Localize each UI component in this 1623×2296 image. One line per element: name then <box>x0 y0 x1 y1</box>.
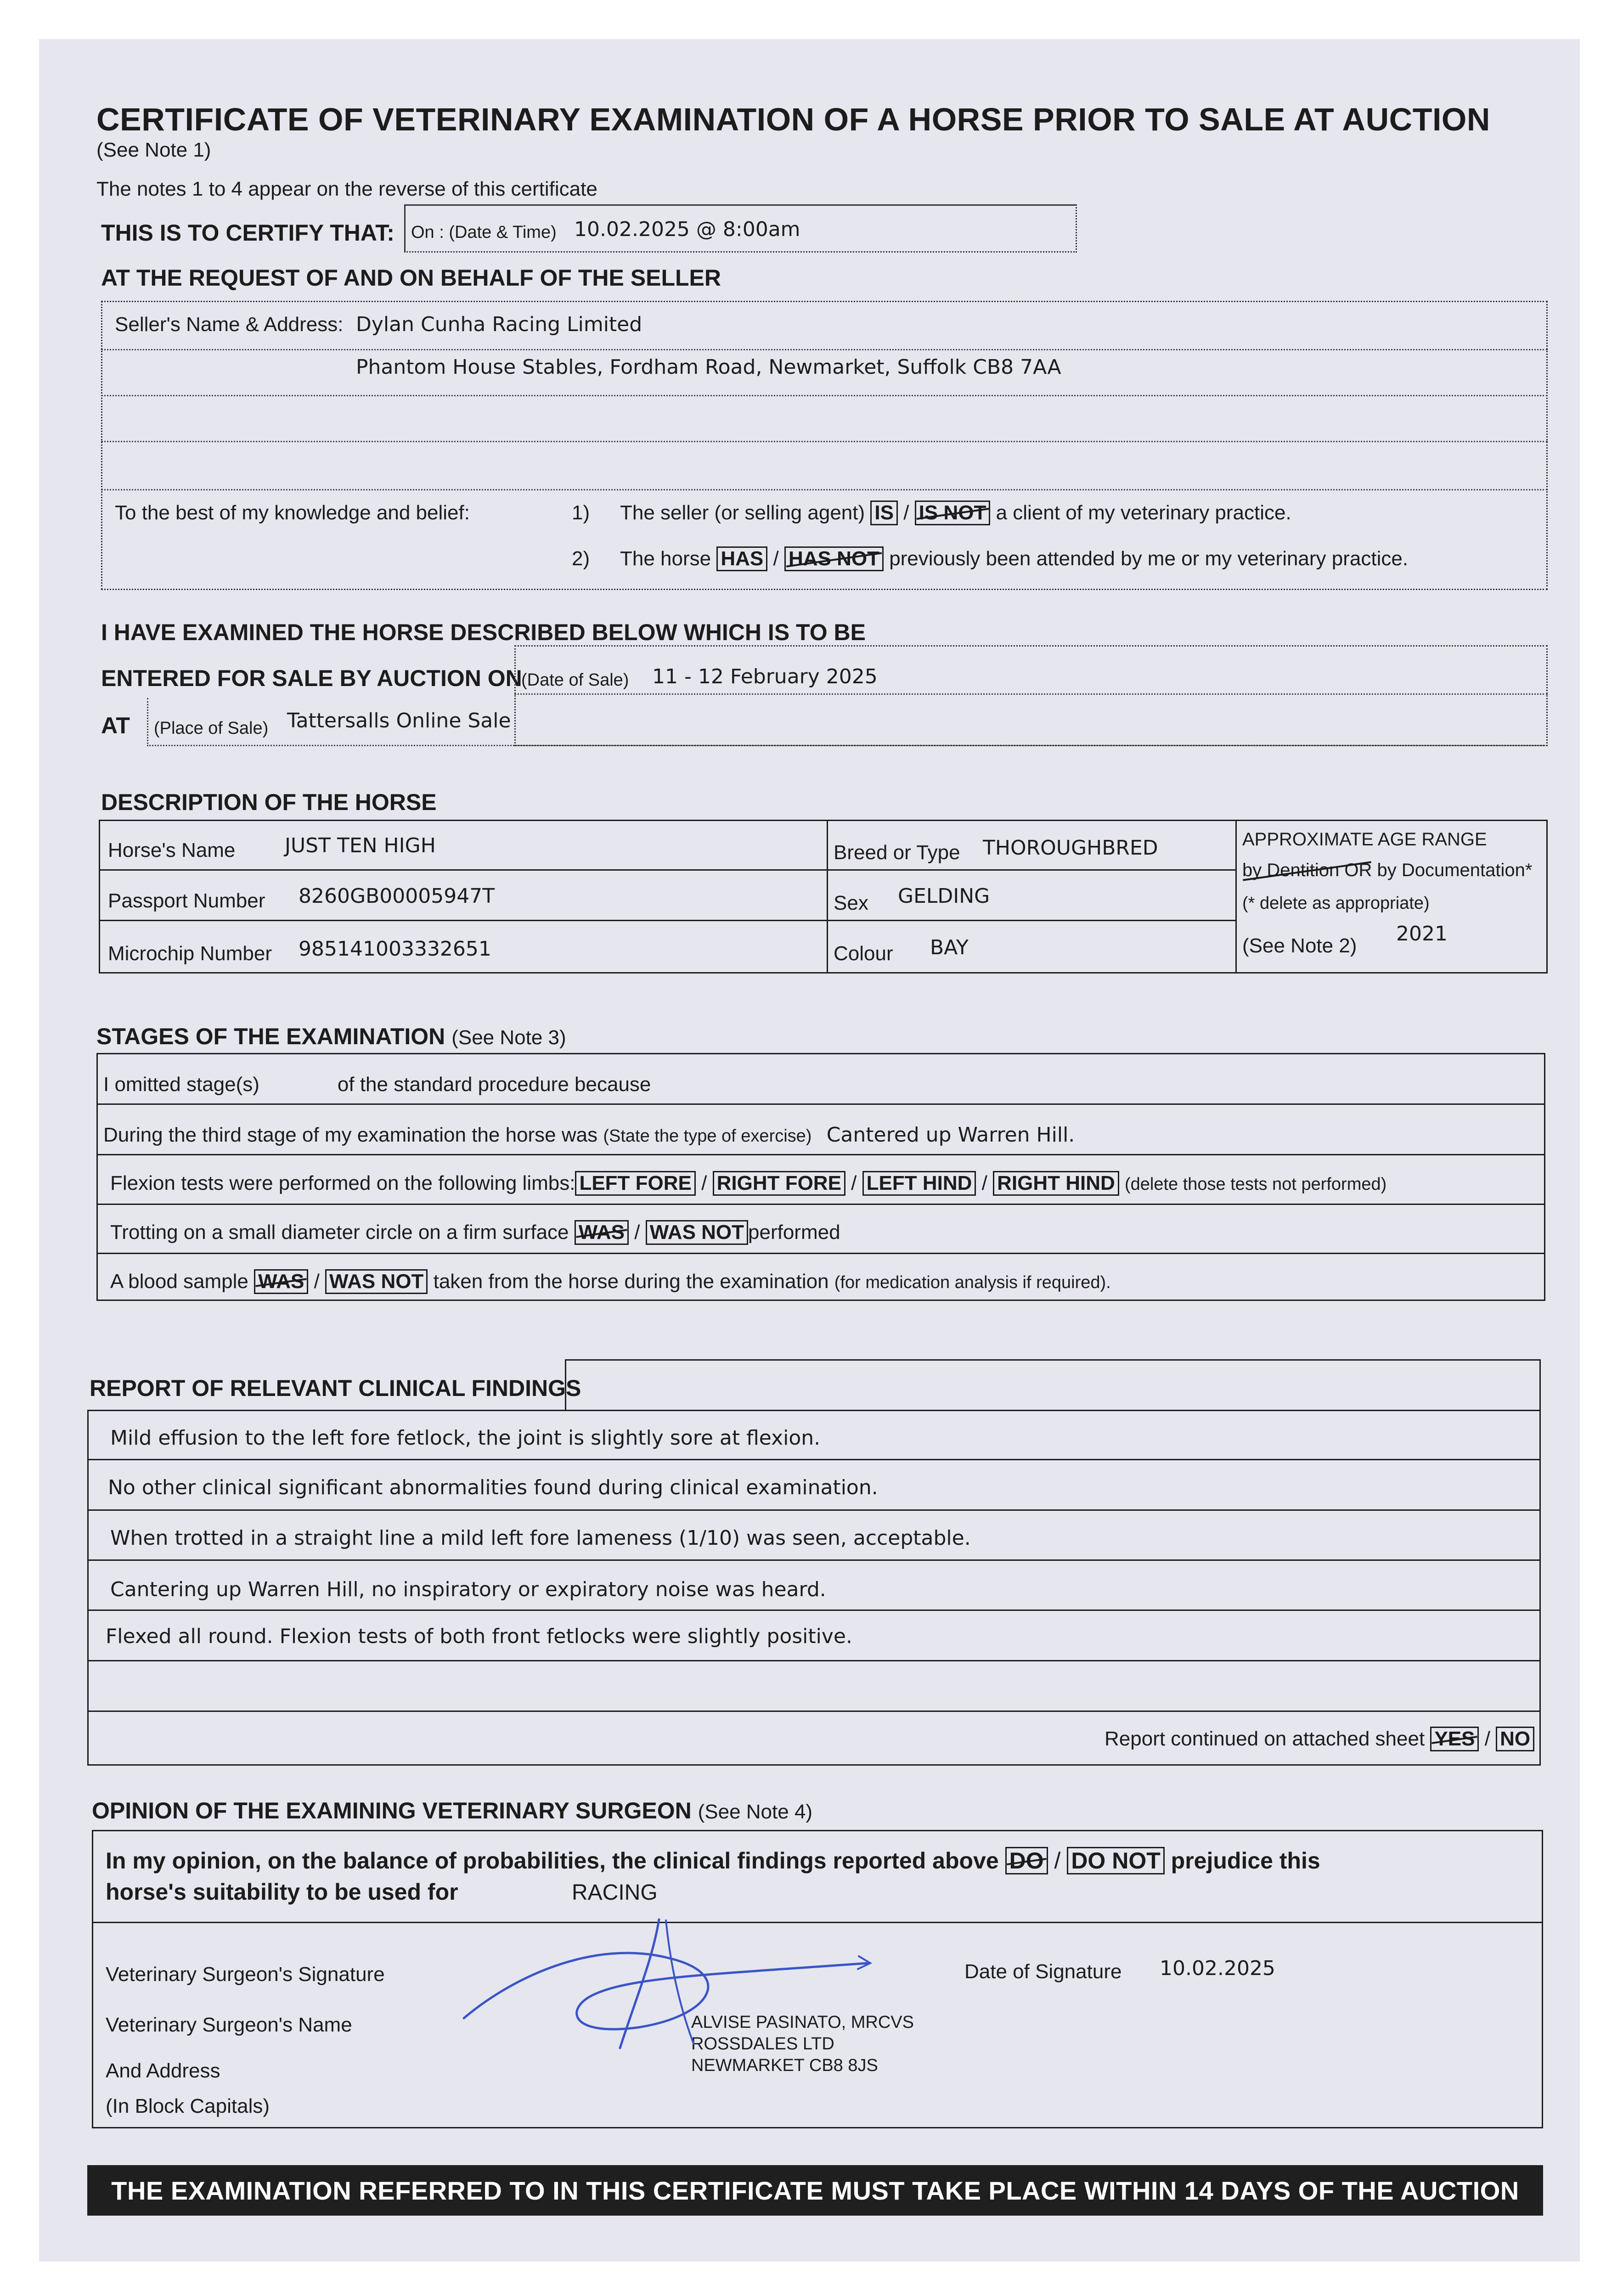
divider <box>96 1204 1545 1205</box>
passport-label: Passport Number <box>108 889 265 912</box>
statement-2-number: 2) <box>572 547 590 570</box>
divider <box>87 1660 1541 1661</box>
flexion-row <box>110 1171 1386 1196</box>
trotting-was-not-option[interactable]: WAS NOT <box>646 1220 748 1245</box>
breed-value[interactable]: THOROUGHBRED <box>983 836 1158 860</box>
exercise-row <box>103 1125 1075 1145</box>
divider <box>101 395 1548 396</box>
separator: / <box>981 1172 987 1194</box>
opinion-title: OPINION OF THE EXAMINING VETERINARY SURGEON <box>92 1798 692 1823</box>
divider <box>101 489 1548 490</box>
exercise-value[interactable]: Cantered up Warren Hill. <box>826 1123 1075 1147</box>
divider <box>87 1609 1541 1611</box>
sale-date-value[interactable]: 11 - 12 February 2025 <box>652 665 878 688</box>
stages-heading <box>96 1025 566 1048</box>
trotting-was-option[interactable]: WAS <box>575 1220 629 1245</box>
examined-heading: I HAVE EXAMINED THE HORSE DESCRIBED BELOW WHICH IS TO BE <box>101 619 866 645</box>
blood-row <box>110 1269 1111 1294</box>
exercise-label: During the third stage of my examination the horse was <box>103 1124 598 1146</box>
opinion-text-3: horse's suitability to be used for <box>106 1879 458 1905</box>
age-range-label: APPROXIMATE AGE RANGE <box>1242 829 1487 850</box>
opinion-statement <box>106 1847 1320 1874</box>
opinion-text-2: prejudice this <box>1171 1848 1320 1874</box>
report-heading: REPORT OF RELEVANT CLINICAL FINDINGS <box>90 1375 581 1401</box>
stamp-address: NEWMARKET CB8 8JS <box>691 2056 878 2075</box>
exam-date-value: 10.02.2025 @ 8:00am <box>574 218 800 241</box>
entered-heading: ENTERED FOR SALE BY AUCTION ON <box>101 665 522 691</box>
horse-name-label: Horse's Name <box>108 839 236 861</box>
colour-value[interactable]: BAY <box>930 936 969 959</box>
delete-note: (* delete as appropriate) <box>1242 894 1430 913</box>
seller-address: Phantom House Stables, Fordham Road, Newmarket, Suffolk CB8 7AA <box>356 355 1061 379</box>
exam-date-label: On : (Date & Time) <box>411 223 557 242</box>
blood-was-not-option[interactable]: WAS NOT <box>325 1269 428 1294</box>
finding-line[interactable]: No other clinical significant abnormalities found during clinical examination. <box>108 1476 878 1499</box>
statement-1-number: 1) <box>572 501 590 524</box>
separator: / <box>701 1172 707 1194</box>
report-heading-box <box>565 1359 1541 1411</box>
place-label: (Place of Sale) <box>154 719 269 738</box>
age-basis <box>1242 861 1532 879</box>
passport-value[interactable]: 8260GB00005947T <box>299 884 495 908</box>
intended-use-value[interactable]: RACING <box>572 1880 658 1905</box>
separator: / <box>903 501 909 524</box>
right-hind-option[interactable]: RIGHT HIND <box>993 1171 1119 1196</box>
omitted-stages-label <box>103 1075 651 1095</box>
exercise-hint: (State the type of exercise) <box>603 1126 812 1146</box>
finding-line[interactable]: Mild effusion to the left fore fetlock, the joint is slightly sore at flexion. <box>110 1426 821 1450</box>
right-fore-option[interactable]: RIGHT FORE <box>713 1171 845 1196</box>
see-note-2: (See Note 2) <box>1242 934 1357 957</box>
divider <box>1235 820 1237 974</box>
flexion-hint: (delete those tests not performed) <box>1124 1175 1387 1194</box>
seller-name: Dylan Cunha Racing Limited <box>356 313 642 336</box>
divider <box>87 1711 1541 1712</box>
separator: / <box>1484 1728 1490 1750</box>
divider <box>87 1509 1541 1511</box>
place-value[interactable]: Tattersalls Online Sale <box>287 709 511 732</box>
has-option[interactable]: HAS <box>716 546 767 571</box>
signature-date-value[interactable]: 10.02.2025 <box>1160 1957 1275 1980</box>
see-note-3: (See Note 3) <box>451 1026 566 1049</box>
separator: / <box>851 1172 857 1194</box>
address-label: And Address <box>106 2060 220 2082</box>
certificate-title: CERTIFICATE OF VETERINARY EXAMINATION OF A HORSE PRIOR TO SALE AT AUCTION <box>96 101 1490 137</box>
block-capitals-label: (In Block Capitals) <box>106 2095 270 2117</box>
horse-name-value[interactable]: JUST TEN HIGH <box>285 834 436 857</box>
sex-value[interactable]: GELDING <box>898 884 990 908</box>
see-note-4: (See Note 4) <box>698 1801 813 1823</box>
signature-label: Veterinary Surgeon's Signature <box>106 1963 385 1986</box>
stamp-company: ROSSDALES LTD <box>691 2034 834 2054</box>
omitted-prefix: I omitted stage(s) <box>103 1073 259 1096</box>
separator: / <box>634 1221 640 1244</box>
age-dentition-struck[interactable]: by Dentition OR <box>1242 860 1372 880</box>
divider <box>101 349 1548 350</box>
trotting-row <box>110 1220 840 1245</box>
continued-row <box>1105 1727 1534 1751</box>
divider <box>147 745 1548 746</box>
opinion-text-1: In my opinion, on the balance of probabilities, the clinical findings reported above <box>106 1848 999 1874</box>
finding-line[interactable]: Flexed all round. Flexion tests of both front fetlocks were slightly positive. <box>106 1625 852 1648</box>
description-heading: DESCRIPTION OF THE HORSE <box>101 789 437 815</box>
microchip-value[interactable]: 985141003332651 <box>299 937 491 961</box>
continued-yes-option[interactable]: YES <box>1430 1727 1479 1751</box>
finding-line[interactable]: Cantering up Warren Hill, no inspiratory or expiratory noise was heard. <box>110 1578 826 1601</box>
statement-2-suffix: previously been attended by me or my veterinary practice. <box>889 547 1409 570</box>
blood-label: A blood sample <box>110 1270 248 1293</box>
divider <box>147 698 148 744</box>
certify-label: THIS IS TO CERTIFY THAT: <box>101 220 394 246</box>
sale-fields <box>514 645 1548 746</box>
see-note-1: (See Note 1) <box>96 139 211 161</box>
request-label: AT THE REQUEST OF AND ON BEHALF OF THE SELLER <box>101 265 721 291</box>
do-option[interactable]: DO <box>1005 1847 1048 1874</box>
blood-was-option[interactable]: WAS <box>254 1269 308 1294</box>
signature-scribble <box>455 1910 891 2062</box>
statement-1-prefix: The seller (or selling agent) <box>620 501 865 524</box>
sex-label: Sex <box>834 892 868 914</box>
has-not-option[interactable]: HAS NOT <box>784 546 884 571</box>
statement-1-suffix: a client of my veterinary practice. <box>996 501 1291 524</box>
trotting-label: Trotting on a small diameter circle on a firm surface <box>110 1221 569 1244</box>
divider <box>96 1253 1545 1254</box>
sale-date-label: (Date of Sale) <box>521 670 629 690</box>
trotting-suffix: performed <box>748 1221 840 1244</box>
divider <box>514 693 1548 695</box>
is-not-option[interactable]: IS NOT <box>915 501 991 525</box>
knowledge-label: To the best of my knowledge and belief: <box>115 501 470 524</box>
divider <box>96 1154 1545 1155</box>
is-option[interactable]: IS <box>870 501 898 525</box>
signature-date-label: Date of Signature <box>964 1960 1122 1983</box>
divider <box>99 869 1235 871</box>
flexion-label: Flexion tests were performed on the following limbs: <box>110 1172 575 1194</box>
notes-line: The notes 1 to 4 appear on the reverse of this certificate <box>96 178 597 200</box>
statement-2 <box>620 546 1408 571</box>
colour-label: Colour <box>834 942 893 965</box>
seller-label: Seller's Name & Address: <box>115 313 344 336</box>
separator: / <box>1054 1848 1061 1874</box>
microchip-label: Microchip Number <box>108 942 272 965</box>
blood-hint: (for medication analysis if required). <box>834 1273 1111 1292</box>
finding-line[interactable]: When trotted in a straight line a mild left fore lameness (1/10) was seen, acceptable. <box>110 1526 971 1550</box>
surgeon-name-label: Veterinary Surgeon's Name <box>106 2014 352 2036</box>
omitted-suffix: of the standard procedure because <box>337 1073 651 1096</box>
blood-suffix: taken from the horse during the examination <box>433 1270 829 1293</box>
divider <box>87 1459 1541 1460</box>
separator: / <box>773 547 779 570</box>
footer-banner: THE EXAMINATION REFERRED TO IN THIS CERTIFICATE MUST TAKE PLACE WITHIN 14 DAYS OF THE AUCTION <box>87 2165 1543 2216</box>
age-documentation[interactable]: by Documentation* <box>1377 860 1533 880</box>
divider <box>99 920 1235 921</box>
separator: / <box>314 1270 320 1293</box>
left-fore-option[interactable]: LEFT FORE <box>575 1171 695 1196</box>
divider <box>827 820 828 974</box>
at-label: AT <box>101 713 130 738</box>
statement-2-prefix: The horse <box>620 547 711 570</box>
divider <box>96 1103 1545 1105</box>
stamp-name: ALVISE PASINATO, MRCVS <box>691 2013 914 2032</box>
opinion-heading <box>92 1799 812 1822</box>
left-hind-option[interactable]: LEFT HIND <box>862 1171 976 1196</box>
age-value[interactable]: 2021 <box>1396 922 1448 945</box>
divider <box>101 441 1548 442</box>
continued-no-option[interactable]: NO <box>1496 1727 1534 1751</box>
statement-1 <box>620 501 1291 525</box>
stages-title: STAGES OF THE EXAMINATION <box>96 1024 445 1049</box>
continued-label: Report continued on attached sheet <box>1105 1728 1425 1750</box>
divider <box>87 1559 1541 1561</box>
do-not-option[interactable]: DO NOT <box>1067 1847 1164 1874</box>
breed-label: Breed or Type <box>834 841 960 864</box>
